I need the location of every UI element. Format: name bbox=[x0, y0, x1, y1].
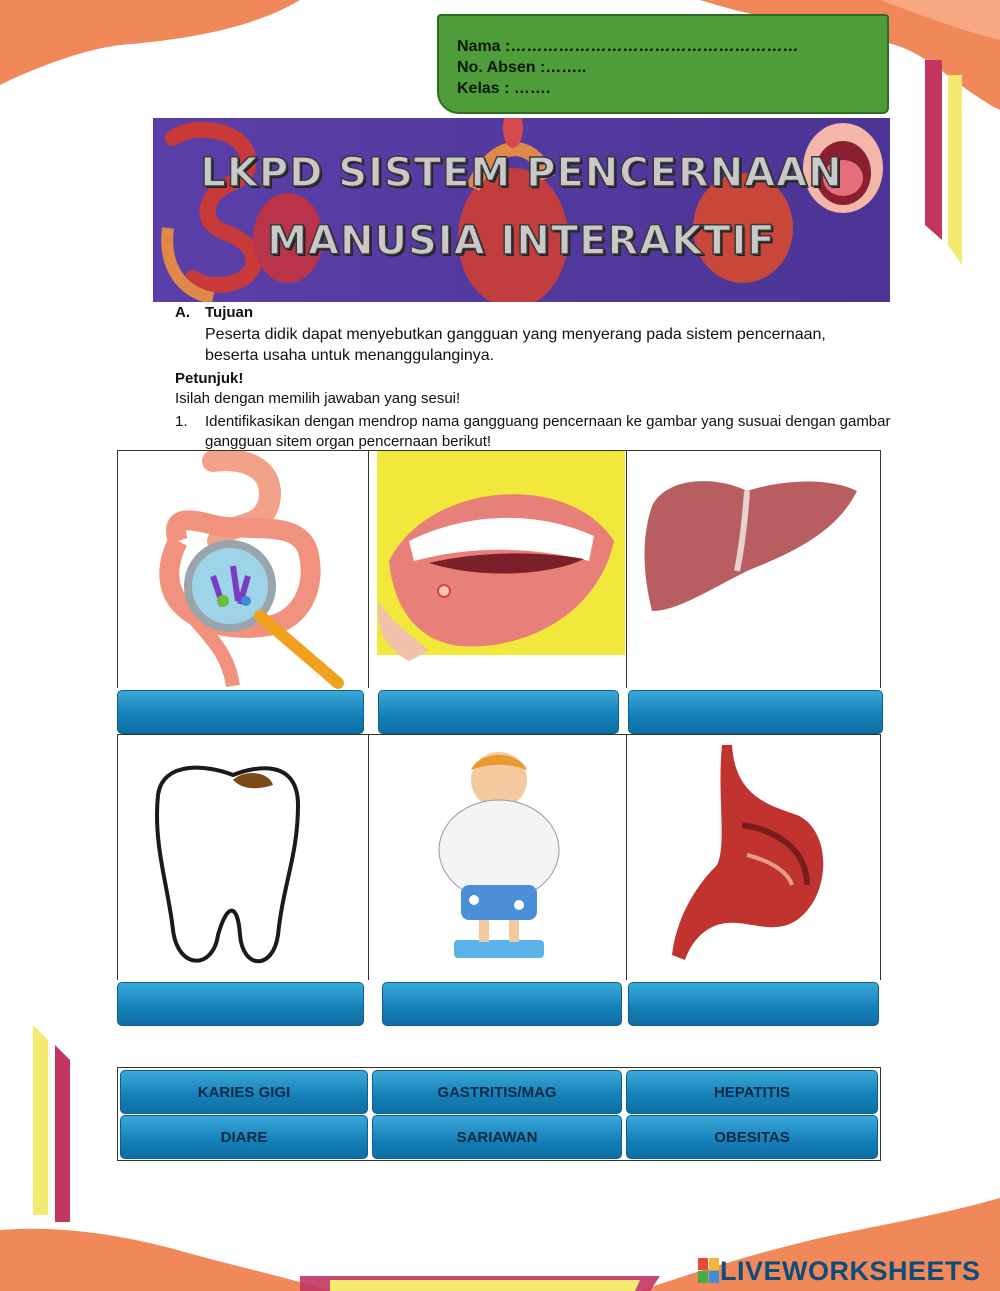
image-cell-4 bbox=[117, 734, 369, 980]
title-banner bbox=[153, 118, 890, 302]
answer-chip-hepatitis[interactable]: HEPATITIS bbox=[626, 1070, 878, 1114]
image-cell-6 bbox=[626, 734, 881, 980]
answer-chip-sariawan[interactable]: SARIAWAN bbox=[372, 1115, 622, 1159]
objective-line-1: Peserta didik dapat menyebutkan gangguan yang menyerang pada sistem pencernaan, bbox=[205, 326, 826, 343]
stomach-icon bbox=[627, 735, 881, 981]
kelas-line: Kelas : ……. bbox=[457, 80, 551, 97]
intestine-bacteria-icon bbox=[118, 451, 368, 689]
image-cell-1 bbox=[117, 450, 369, 688]
item-number: 1. bbox=[175, 413, 188, 430]
banner-title-line2: MANUSIA INTERAKTIF bbox=[267, 218, 776, 264]
name-line: Nama :……………………………………………… bbox=[457, 38, 799, 55]
instructions-text: Isilah dengan memilih jawaban yang sesui! bbox=[175, 390, 461, 407]
matching-grid bbox=[117, 450, 881, 1026]
brand-name: LIVEWORKSHEETS bbox=[720, 1255, 981, 1286]
image-cell-3 bbox=[626, 450, 881, 688]
obese-person-icon bbox=[369, 735, 627, 981]
answer-bank bbox=[117, 1067, 881, 1161]
liveworksheets-logo bbox=[698, 1254, 981, 1288]
instructions-heading: Petunjuk! bbox=[175, 370, 244, 387]
item-line-1: Identifikasikan dengan mendrop nama gangguang pencernaan ke gambar yang susuai dengan gambar bbox=[205, 413, 891, 430]
liveworksheets-logo-icon bbox=[698, 1258, 720, 1284]
liver-icon bbox=[627, 451, 881, 689]
decayed-tooth-icon bbox=[118, 735, 368, 981]
absen-line: No. Absen :…….. bbox=[457, 59, 587, 76]
item-line-2: gangguan sitem organ pencernaan berikut! bbox=[205, 433, 492, 450]
answer-chip-diare[interactable]: DIARE bbox=[120, 1115, 368, 1159]
answer-chip-karies-gigi[interactable]: KARIES GIGI bbox=[120, 1070, 368, 1114]
section-a-heading: Tujuan bbox=[205, 304, 254, 321]
mouth-ulcer-icon bbox=[369, 451, 627, 689]
drop-target-4[interactable] bbox=[117, 982, 364, 1026]
image-cell-2 bbox=[368, 450, 627, 688]
answer-chip-gastritis[interactable]: GASTRITIS/MAG bbox=[372, 1070, 622, 1114]
objective-line-2: beserta usaha untuk menanggulanginya. bbox=[205, 347, 495, 364]
drop-target-1[interactable] bbox=[117, 690, 364, 734]
drop-target-6[interactable] bbox=[628, 982, 879, 1026]
section-a-label: A. bbox=[175, 304, 190, 321]
banner-illustration-icon bbox=[153, 118, 890, 302]
student-identity-box bbox=[437, 14, 889, 114]
banner-title-line1: LKPD SISTEM PENCERNAAN bbox=[200, 150, 843, 196]
drop-target-5[interactable] bbox=[382, 982, 622, 1026]
drop-target-2[interactable] bbox=[378, 690, 619, 734]
drop-target-3[interactable] bbox=[628, 690, 883, 734]
image-cell-5 bbox=[368, 734, 627, 980]
answer-chip-obesitas[interactable]: OBESITAS bbox=[626, 1115, 878, 1159]
